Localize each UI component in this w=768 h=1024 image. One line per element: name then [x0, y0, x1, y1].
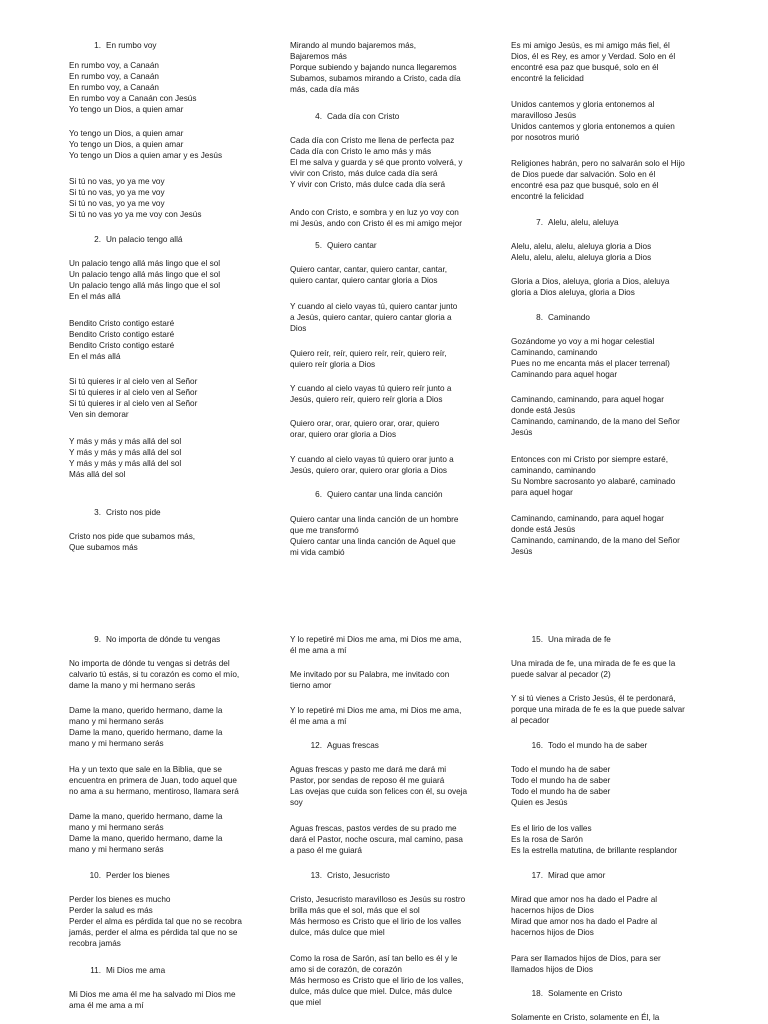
lyric-line: Unidos cantemos y gloria entonemos al	[511, 100, 655, 109]
lyric-line: Todo el mundo ha de saber	[511, 776, 611, 785]
lyric-line: Religiones habrán, pero no salvarán solo el Hijo	[511, 159, 685, 168]
song-title: Quiero cantar una linda canción	[327, 490, 443, 499]
lyric-line: En rumbo voy a Canaán con Jesús	[69, 94, 197, 103]
song-heading	[308, 240, 377, 251]
lyric-line: Caminando, caminando, para aquel hogar	[511, 395, 664, 404]
lyric-line: Ven sin demorar	[69, 410, 129, 419]
lyric-line: En rumbo voy, a Canaán	[69, 83, 159, 92]
lyric-line: para aquel hogar	[511, 488, 573, 497]
lyric-line: de Dios puede dar salvación. Solo en él	[511, 170, 656, 179]
lyric-line: al pecador	[511, 716, 550, 725]
lyric-line: recobra jamás	[69, 939, 121, 948]
lyric-line: Si tú no vas yo ya me voy con Jesús	[69, 210, 202, 219]
lyric-line: dará el Pastor, noche oscura, mal camino, pasa	[290, 835, 463, 844]
lyric-line: encontré esa paz que busqué, solo en él	[511, 63, 659, 72]
lyric-line: Un palacio tengo allá más lingo que el sol	[69, 270, 221, 279]
lyric-line: donde está Jesús	[511, 406, 576, 415]
lyric-line: Dios, él es Rey, es amor y Verdad. Solo en él	[511, 52, 676, 61]
song-heading	[308, 489, 443, 500]
lyric-line: por nosotros murió	[511, 133, 580, 142]
lyric-line: En el más allá	[69, 292, 121, 301]
lyric-line: Y si tú vienes a Cristo Jesús, él te perdonará,	[511, 694, 676, 703]
lyric-line: Es la rosa de Sarón	[511, 835, 583, 844]
song-title: Cristo nos pide	[106, 508, 161, 517]
lyric-line: Si tú quieres ir al cielo ven al Señor	[69, 388, 198, 397]
lyric-line: caminando, caminando	[511, 466, 596, 475]
lyric-line: Un palacio tengo allá más lingo que el sol	[69, 281, 221, 290]
lyric-line: tierno amor	[290, 681, 332, 690]
lyric-line: Y lo repetiré mi Dios me ama, mi Dios me ama,	[290, 635, 462, 644]
song-number: 10.	[89, 871, 101, 880]
lyric-line: Dame la mano, querido hermano, dame la	[69, 728, 223, 737]
lyric-line: Y vivir con Cristo, más dulce cada día será	[290, 180, 446, 189]
lyric-line: Gozándome yo voy a mi hogar celestial	[511, 337, 655, 346]
lyric-line: Cada día con Cristo le amo más y más	[290, 147, 432, 156]
lyric-line: Es la estrella matutina, de brillante resplandor	[511, 846, 678, 855]
song-heading	[87, 507, 161, 518]
lyric-line: Bendito Cristo contigo estaré	[69, 319, 175, 328]
song-number: 1.	[94, 41, 101, 50]
lyric-line: encontré la felicidad	[511, 74, 584, 83]
lyric-line: amo si de corazón, de corazón	[290, 965, 402, 974]
lyric-line: Quiero cantar una linda canción de un hombre	[290, 515, 459, 524]
lyric-line: mi Jesús, ando con Cristo él es mi amigo mejor	[290, 219, 463, 228]
song-title: Todo el mundo ha de saber	[548, 741, 648, 750]
lyric-line: quiero cantar, quiero cantar gloria a Dios	[290, 276, 438, 285]
lyric-line: Y más y más y más allá del sol	[69, 448, 182, 457]
song-title: Quiero cantar	[327, 241, 377, 250]
lyric-line: Si tú quieres ir al cielo ven al Señor	[69, 377, 198, 386]
lyric-line: Si tú quieres ir al cielo ven al Señor	[69, 399, 198, 408]
lyric-line: Ando con Cristo, e sombra y en luz yo voy con	[290, 208, 459, 217]
lyric-line: Me invitado por su Palabra, me invitado con	[290, 670, 450, 679]
song-number: 18.	[531, 989, 543, 998]
lyric-line: Alelu, alelu, alelu, aleluya gloria a Dios	[511, 253, 652, 262]
lyric-line: él me ama a mí	[290, 646, 347, 655]
lyric-line: Las ovejas que cuida son felices con él, su oveja	[290, 787, 468, 796]
lyric-line: Su Nombre sacrosanto yo alabaré, caminado	[511, 477, 676, 486]
song-heading	[529, 312, 590, 323]
lyric-line: maravilloso Jesús	[511, 111, 577, 120]
song-title: No importa de dónde tu vengas	[106, 635, 221, 644]
lyric-line: más, cada día más	[290, 85, 360, 94]
song-number: 13.	[310, 871, 322, 880]
lyric-line: mano y mi hermano serás	[69, 823, 164, 832]
lyric-line: Dame la mano, querido hermano, dame la	[69, 834, 223, 843]
song-number: 11.	[90, 966, 101, 975]
song-number: 4.	[315, 112, 322, 121]
lyric-line: Yo tengo un Dios, a quien amar	[69, 129, 184, 138]
lyric-line: Es el lirio de los valles	[511, 824, 592, 833]
lyric-line: Bendito Cristo contigo estaré	[69, 330, 175, 339]
song-title: Caminando	[548, 313, 590, 322]
lyric-line: Un palacio tengo allá más lingo que el sol	[69, 259, 221, 268]
lyric-line: soy	[290, 798, 303, 807]
song-heading	[87, 234, 182, 245]
song-heading	[529, 870, 605, 881]
lyric-line: dulce, más dulce que miel. Dulce, más dulce	[290, 987, 453, 996]
lyric-line: Quiero cantar una linda canción de Aquel que	[290, 537, 456, 546]
lyric-line: Aguas frescas y pasto me dará me dará mi	[290, 765, 447, 774]
song-number: 3.	[94, 508, 101, 517]
lyric-line: Quiero reír, reír, quiero reír, reír, quiero reír,	[290, 349, 447, 358]
lyric-line: que me transformó	[290, 526, 359, 535]
lyric-line: Mi Dios me ama él me ha salvado mi Dios me	[69, 990, 236, 999]
lyric-line: Yo tengo un Dios, a quien amar	[69, 140, 184, 149]
lyric-line: Perder los bienes es mucho	[69, 895, 171, 904]
lyric-line: Jesús	[511, 547, 533, 556]
song-number: 9.	[94, 635, 101, 644]
song-heading	[529, 988, 622, 999]
lyric-line: Subamos, subamos mirando a Cristo, cada día	[290, 74, 461, 83]
song-heading	[87, 965, 165, 976]
lyric-line: dame la mano y mi hermano serás	[69, 681, 196, 690]
lyric-line: Alelu, alelu, alelu, aleluya gloria a Dios	[511, 242, 652, 251]
lyric-line: Y más y más y más allá del sol	[69, 437, 182, 446]
lyric-line: Más hermoso es Cristo que el lirio de los valles,	[290, 976, 464, 985]
lyric-line: mano y mi hermano serás	[69, 739, 164, 748]
lyric-line: Caminando, caminando, para aquel hogar	[511, 514, 664, 523]
lyric-line: orar, quiero orar gloria a Dios	[290, 430, 397, 439]
lyric-line: Que subamos más	[69, 543, 138, 552]
song-number: 7.	[536, 218, 543, 227]
lyric-line: Si tú no vas, yo ya me voy	[69, 199, 165, 208]
song-heading	[308, 740, 379, 751]
lyric-line: Como la rosa de Sarón, así tan bello es él y le	[290, 954, 458, 963]
song-title: En rumbo voy	[106, 41, 157, 50]
lyric-line: dulce, más dulce que miel	[290, 928, 385, 937]
lyric-line: Perder el alma es pérdida tal que no se recobra	[69, 917, 242, 926]
lyric-line: Más hermoso es Cristo que el lirio de los valles	[290, 917, 462, 926]
lyric-line: puede salvar al pecador (2)	[511, 670, 611, 679]
lyric-line: Caminando, caminando, de la mano del Señor	[511, 417, 680, 426]
lyric-line: Aguas frescas, pastos verdes de su prado me	[290, 824, 457, 833]
lyric-line: Gloria a Dios, aleluya, gloria a Dios, aleluya	[511, 277, 670, 286]
song-title: Aguas frescas	[327, 741, 379, 750]
lyric-line: quiero reír gloria a Dios	[290, 360, 376, 369]
lyric-line: calvario tú estás, si tu corazón es como el mío,	[69, 670, 240, 679]
lyric-line: Yo tengo un Dios a quien amar y es Jesús	[69, 151, 223, 160]
lyric-line: Dios	[290, 324, 307, 333]
song-heading	[87, 40, 157, 51]
song-title: Un palacio tengo allá	[106, 235, 183, 244]
lyric-line: mano y mi hermano serás	[69, 845, 164, 854]
lyric-line: En el más allá	[69, 352, 121, 361]
song-number: 12.	[310, 741, 322, 750]
lyric-line: Todo el mundo ha de saber	[511, 765, 611, 774]
lyric-line: hacernos hijos de Dios	[511, 928, 594, 937]
song-title: Cristo, Jesucristo	[327, 871, 390, 880]
song-title: Una mirada de fe	[548, 635, 611, 644]
lyric-line: no ama a su hermano, mentiroso, llamara será	[69, 787, 239, 796]
lyric-line: Porque subiendo y bajando nunca llegaremos	[290, 63, 457, 72]
lyric-line: Unidos cantemos y gloria entonemos a quien	[511, 122, 675, 131]
lyric-line: Y cuando al cielo vayas tú quiero reír junto a	[290, 384, 452, 393]
lyric-line: Solamente en Cristo, solamente en Él, la	[511, 1013, 660, 1022]
lyric-line: Para ser llamados hijos de Dios, para ser	[511, 954, 661, 963]
lyric-line: Yo tengo un Dios, a quien amar	[69, 105, 184, 114]
lyric-line: hacernos hijos de Dios	[511, 906, 594, 915]
song-title: Perder los bienes	[106, 871, 170, 880]
song-number: 6.	[315, 490, 322, 499]
lyric-line: llamados hijos de Dios	[511, 965, 593, 974]
song-heading	[529, 634, 611, 645]
lyric-line: porque una mirada de fe es la que puede salvar	[511, 705, 685, 714]
song-heading	[308, 111, 399, 122]
lyric-line: Jesús	[511, 428, 533, 437]
lyric-line: Quien es Jesús	[511, 798, 568, 807]
lyric-line: Bajaremos más	[290, 52, 347, 61]
song-heading	[87, 870, 170, 881]
lyric-line: En rumbo voy, a Canaán	[69, 61, 159, 70]
lyric-line: Quiero orar, orar, quiero orar, orar, quiero	[290, 419, 440, 428]
lyric-line: Perder la salud es más	[69, 906, 153, 915]
song-title: Alelu, alelu, aleluya	[548, 218, 619, 227]
lyric-line: Caminando, caminando	[511, 348, 598, 357]
lyric-line: encuentra en primera de Juan, todo aquel que	[69, 776, 237, 785]
lyric-line: encontré la felicidad	[511, 192, 584, 201]
song-title: Cada día con Cristo	[327, 112, 400, 121]
song-number: 5.	[315, 241, 322, 250]
lyric-line: a paso él me guiará	[290, 846, 362, 855]
lyric-line: gloria a Dios aleluya, gloria a Dios	[511, 288, 635, 297]
song-number: 2.	[94, 235, 101, 244]
lyric-line: Dame la mano, querido hermano, dame la	[69, 812, 223, 821]
song-title: Mi Dios me ama	[106, 966, 166, 975]
lyric-line: encontré esa paz que busqué, solo en él	[511, 181, 659, 190]
lyric-line: Mirando al mundo bajaremos más,	[290, 41, 417, 50]
lyric-line: que miel	[290, 998, 321, 1007]
song-number: 15.	[531, 635, 543, 644]
song-heading	[529, 217, 619, 228]
song-heading	[308, 870, 390, 881]
lyric-line: Y más y más y más allá del sol	[69, 459, 182, 468]
lyric-line: Y lo repetiré mi Dios me ama, mi Dios me ama,	[290, 706, 462, 715]
lyric-line: jamás, perder el alma es pérdida tal que no se	[69, 928, 238, 937]
lyric-line: Quiero cantar, cantar, quiero cantar, cantar,	[290, 265, 448, 274]
lyric-line: Jesús, quiero reír, quiero reír gloria a Dios	[290, 395, 443, 404]
song-number: 8.	[536, 313, 543, 322]
lyric-line: Dame la mano, querido hermano, dame la	[69, 706, 223, 715]
lyric-line: Y cuando al cielo vayas tú quiero orar junto a	[290, 455, 454, 464]
lyric-line: Mirad que amor nos ha dado el Padre al	[511, 895, 658, 904]
lyric-line: Si tú no vas, yo ya me voy	[69, 177, 165, 186]
lyric-line: Si tú no vas, yo ya me voy	[69, 188, 165, 197]
lyric-line: Y cuando al cielo vayas tú, quiero cantar junto	[290, 302, 458, 311]
lyric-line: Bendito Cristo contigo estaré	[69, 341, 175, 350]
lyric-line: Es mi amigo Jesús, es mi amigo más fiel, él	[511, 41, 670, 50]
lyric-line: Mirad que amor nos ha dado el Padre al	[511, 917, 658, 926]
lyric-line: Cristo, Jesucristo maravilloso es Jesús su rostro	[290, 895, 466, 904]
song-number: 17.	[531, 871, 543, 880]
lyric-line: En rumbo voy, a Canaán	[69, 72, 159, 81]
lyric-line: mano y mi hermano serás	[69, 717, 164, 726]
lyric-line: Cristo nos pide que subamos más,	[69, 532, 196, 541]
lyric-line: vivir con Cristo, más dulce cada día será	[290, 169, 438, 178]
lyric-line: Jesús, quiero orar, quiero orar gloria a Dios	[290, 466, 448, 475]
song-heading	[529, 740, 647, 751]
lyric-line: Pues no me encanta más el placer terrenal)	[511, 359, 670, 368]
lyric-line: Pastor, por sendas de reposo él me guiará	[290, 776, 445, 785]
lyric-line: él me ama a mí	[290, 717, 347, 726]
lyric-line: Entonces con mi Cristo por siempre estaré,	[511, 455, 668, 464]
lyric-line: donde está Jesús	[511, 525, 576, 534]
lyric-line: No importa de dónde tu vengas si detrás del	[69, 659, 230, 668]
lyric-line: a Jesús, quiero cantar, quiero cantar gloria a	[290, 313, 452, 322]
lyric-line: Más allá del sol	[69, 470, 126, 479]
song-title: Solamente en Cristo	[548, 989, 623, 998]
lyric-line: Caminando, caminando, de la mano del Señor	[511, 536, 680, 545]
lyric-line: mi vida cambió	[290, 548, 345, 557]
lyric-line: Cada día con Cristo me llena de perfecta paz	[290, 136, 455, 145]
lyric-line: Todo el mundo ha de saber	[511, 787, 611, 796]
lyric-line: Caminando para aquel hogar	[511, 370, 618, 379]
song-number: 16.	[531, 741, 543, 750]
song-title: Mirad que amor	[548, 871, 606, 880]
lyric-line: El me salva y guarda y sé que pronto volverá, y	[290, 158, 463, 167]
lyric-line: ama él me ama a mí	[69, 1001, 144, 1010]
song-heading	[87, 634, 220, 645]
lyric-line: Una mirada de fe, una mirada de fe es que la	[511, 659, 676, 668]
lyric-line: brilla más que el sol, más que el sol	[290, 906, 420, 915]
lyric-line: Ha y un texto que sale en la Biblia, que se	[69, 765, 222, 774]
